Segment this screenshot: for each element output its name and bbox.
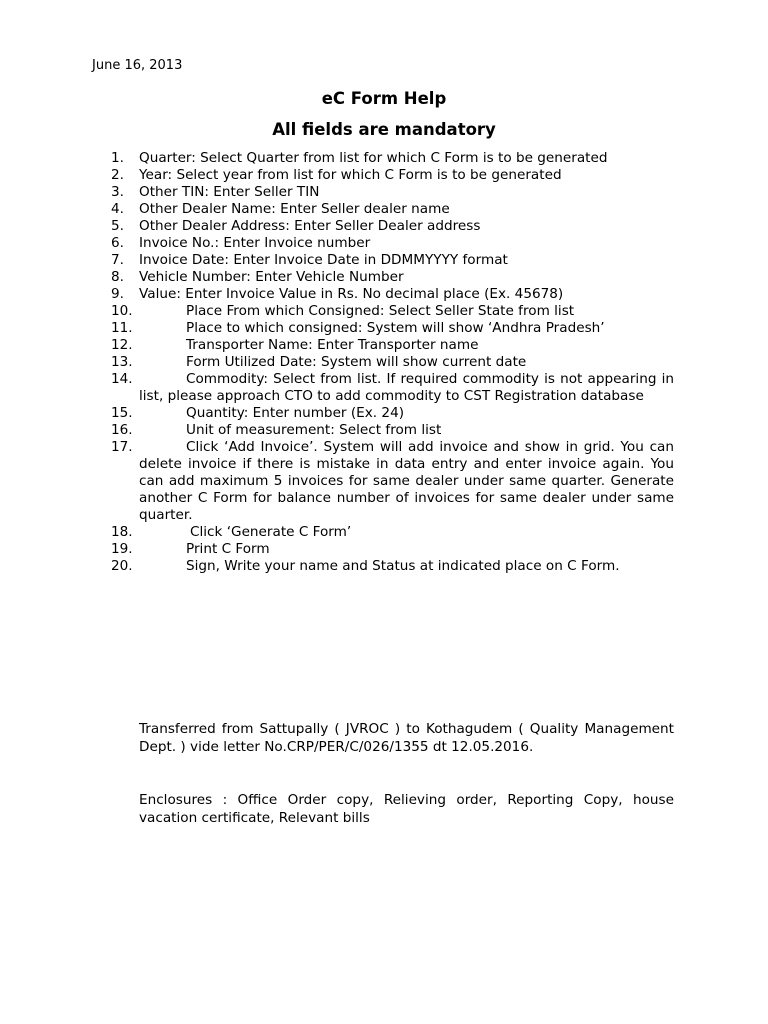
list-item-number: 20. xyxy=(111,558,133,574)
list-item xyxy=(111,150,674,167)
list-item-text: Place From which Consigned: Select Seller State from list xyxy=(186,303,575,319)
list-item xyxy=(111,524,674,541)
list-item-number: 12. xyxy=(111,337,133,353)
list-item xyxy=(111,354,674,371)
transfer-note: Transferred from Sattupally ( JVROC ) to Kothagudem ( Quality Management Dept. ) vide letter No.CRP/PER/C/026/1355 dt 12.05.2016. xyxy=(139,721,674,755)
list-item xyxy=(111,371,674,405)
list-item-text: Print C Form xyxy=(186,541,270,557)
list-item-number: 17. xyxy=(111,439,133,455)
list-item xyxy=(111,303,674,320)
document-subtitle: All fields are mandatory xyxy=(272,120,496,139)
list-item-number: 11. xyxy=(111,320,133,336)
list-item-text: Sign, Write your name and Status at indicated place on C Form. xyxy=(186,558,620,574)
list-item-number: 3. xyxy=(111,184,124,200)
list-item xyxy=(111,252,674,269)
list-item-number: 7. xyxy=(111,252,124,268)
list-item xyxy=(111,167,674,184)
list-item-number: 2. xyxy=(111,167,124,183)
document-title: eC Form Help xyxy=(321,89,447,108)
list-item-number: 10. xyxy=(111,303,133,319)
list-item-text: Invoice Date: Enter Invoice Date in DDMMYYYY format xyxy=(139,252,508,268)
list-item-text: Vehicle Number: Enter Vehicle Number xyxy=(139,269,404,285)
list-item xyxy=(111,269,674,286)
list-item-text: Other TIN: Enter Seller TIN xyxy=(139,184,320,200)
list-item-text: Invoice No.: Enter Invoice number xyxy=(139,235,371,251)
instruction-list xyxy=(111,150,674,575)
list-item-text: Commodity: Select from list. If required commodity is not appearing in list, please approach CTO to add commodity to CST Registration database xyxy=(139,371,674,404)
list-item-text: Value: Enter Invoice Value in Rs. No decimal place (Ex. 45678) xyxy=(139,286,564,302)
list-item xyxy=(111,558,674,575)
list-item-text: Quantity: Enter number (Ex. 24) xyxy=(186,405,405,421)
list-item-number: 9. xyxy=(111,286,124,302)
list-item-text: Unit of measurement: Select from list xyxy=(186,422,442,438)
list-item-number: 16. xyxy=(111,422,133,438)
list-item-text: Place to which consigned: System will show ‘Andhra Pradesh’ xyxy=(186,320,605,336)
list-item xyxy=(111,235,674,252)
list-item-number: 4. xyxy=(111,201,124,217)
list-item-text: Click ‘Generate C Form’ xyxy=(190,524,352,540)
list-item-number: 14. xyxy=(111,371,133,387)
list-item-text: Click ‘Add Invoice’. System will add invoice and show in grid. You can delete invoice if there is mistake in data entry and enter invoice again. You can add maximum 5 invoices for same dealer under same quarter. Generate another C Form for balance number of invoices for same dealer under same quarter. xyxy=(139,439,674,523)
list-item-text: Other Dealer Name: Enter Seller dealer name xyxy=(139,201,450,217)
list-item xyxy=(111,337,674,354)
list-item-number: 13. xyxy=(111,354,133,370)
enclosures-note: Enclosures : Office Order copy, Relieving order, Reporting Copy, house vacation certificate, Relevant bills xyxy=(139,792,674,826)
list-item xyxy=(111,218,674,235)
list-item-number: 8. xyxy=(111,269,124,285)
document-date: June 16, 2013 xyxy=(92,58,183,73)
list-item-text: Transporter Name: Enter Transporter name xyxy=(186,337,479,353)
list-item-number: 19. xyxy=(111,541,133,557)
list-item xyxy=(111,439,674,524)
list-item-number: 6. xyxy=(111,235,124,251)
list-item-text: Quarter: Select Quarter from list for which C Form is to be generated xyxy=(139,150,608,166)
list-item xyxy=(111,541,674,558)
list-item-number: 15. xyxy=(111,405,133,421)
list-item-number: 18. xyxy=(111,524,133,540)
list-item-text: Form Utilized Date: System will show current date xyxy=(186,354,527,370)
list-item xyxy=(111,286,674,303)
list-item xyxy=(111,422,674,439)
list-item-text: Other Dealer Address: Enter Seller Dealer address xyxy=(139,218,481,234)
list-item xyxy=(111,320,674,337)
list-item xyxy=(111,201,674,218)
list-item-number: 5. xyxy=(111,218,124,234)
list-item xyxy=(111,405,674,422)
list-item-text: Year: Select year from list for which C Form is to be generated xyxy=(139,167,562,183)
list-item xyxy=(111,184,674,201)
list-item-number: 1. xyxy=(111,150,124,166)
